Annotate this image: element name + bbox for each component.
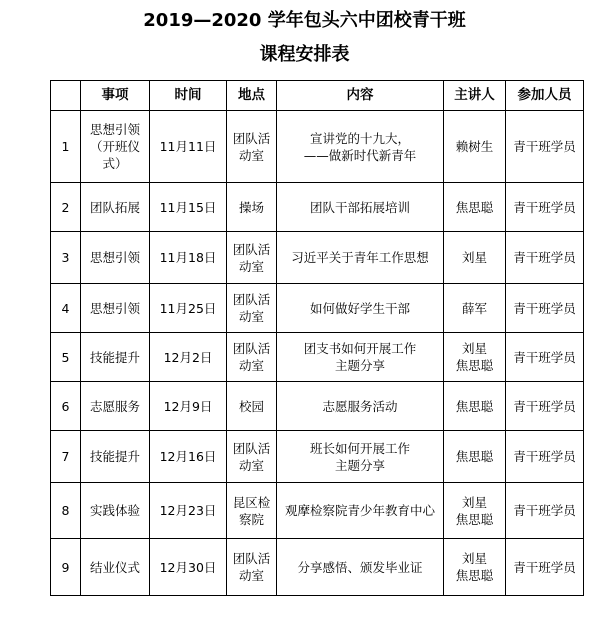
schedule-body (51, 111, 584, 596)
participants-cell: 青干班学员 (506, 111, 584, 183)
header-content: 内容 (277, 81, 444, 111)
speaker-cell-line: 焦思聪 (455, 511, 494, 527)
item-cell: 团队拓展 (81, 183, 150, 232)
content-cell (277, 284, 444, 333)
table-row (51, 431, 584, 483)
content-cell-line: 志愿服务活动 (322, 398, 398, 414)
item-cell: 志愿服务 (81, 382, 150, 431)
header-item: 事项 (81, 81, 150, 111)
place-cell: 团队活动室 (227, 333, 277, 382)
place-cell: 操场 (227, 183, 277, 232)
speaker-cell-line: 薛军 (461, 300, 487, 316)
table-row (51, 111, 584, 183)
table-row (51, 483, 584, 539)
speaker-cell-line: 刘星 (461, 494, 487, 510)
header-row (51, 81, 584, 111)
speaker-cell (444, 232, 506, 284)
speaker-cell-line: 焦思聪 (455, 199, 494, 215)
content-cell (277, 431, 444, 483)
participants-cell: 青干班学员 (506, 232, 584, 284)
participants-cell: 青干班学员 (506, 483, 584, 539)
speaker-cell (444, 539, 506, 596)
time-cell: 12月16日 (150, 431, 227, 483)
participants-cell: 青干班学员 (506, 539, 584, 596)
content-cell (277, 382, 444, 431)
speaker-cell (444, 483, 506, 539)
speaker-cell-line: 刘星 (461, 341, 487, 356)
place-cell: 团队活动室 (227, 284, 277, 333)
speaker-cell-line: 焦思聪 (455, 449, 494, 464)
speaker-cell-line: 焦思聪 (455, 398, 494, 414)
speaker-cell (444, 183, 506, 232)
time-cell: 12月23日 (150, 483, 227, 539)
content-cell (277, 539, 444, 596)
speaker-cell-line: 刘星 (461, 250, 487, 265)
speaker-cell-line: 刘星 (461, 551, 487, 566)
content-cell (277, 183, 444, 232)
content-cell-line: 宣讲党的十九大， (309, 130, 410, 146)
time-cell: 12月30日 (150, 539, 227, 596)
document-title: 2019—2020 学年包头六中团校青干班 (143, 10, 466, 31)
header-participants: 参加人员 (506, 81, 584, 111)
participants-cell: 青干班学员 (506, 333, 584, 382)
speaker-cell (444, 284, 506, 333)
speaker-cell (444, 333, 506, 382)
content-cell-line: 分享感悟、颁发毕业证 (297, 559, 423, 575)
item-cell: 思想引领 (81, 284, 150, 333)
item-cell: 思想引领（开班仪式） (81, 111, 150, 183)
participants-cell: 青干班学员 (506, 431, 584, 483)
participants-cell: 青干班学员 (506, 382, 584, 431)
content-cell (277, 232, 444, 284)
content-cell-line: 团队干部拓展培训 (309, 199, 410, 215)
speaker-cell-line: 赖树生 (455, 139, 494, 154)
speaker-cell-line: 焦思聪 (455, 568, 494, 583)
place-cell: 团队活动室 (227, 111, 277, 183)
row-index: 6 (51, 382, 81, 431)
header-index (51, 81, 81, 111)
row-index: 1 (51, 111, 81, 183)
row-index: 3 (51, 232, 81, 284)
row-index: 5 (51, 333, 81, 382)
content-cell-line: 主题分享 (334, 457, 385, 473)
table-row (51, 382, 584, 431)
content-cell-line: ——做新时代新青年 (303, 147, 417, 163)
table-row (51, 333, 584, 382)
table-row (51, 232, 584, 284)
content-cell-line: 如何做好学生干部 (309, 300, 410, 316)
item-cell: 技能提升 (81, 431, 150, 483)
speaker-cell (444, 111, 506, 183)
item-cell: 技能提升 (81, 333, 150, 382)
time-cell: 11月25日 (150, 284, 227, 333)
content-cell-line: 主题分享 (334, 358, 385, 373)
table-row (51, 539, 584, 596)
time-cell: 11月11日 (150, 111, 227, 183)
content-cell-line: 观摩检察院青少年教育中心 (284, 503, 435, 518)
participants-cell: 青干班学员 (506, 183, 584, 232)
content-cell (277, 333, 444, 382)
time-cell: 12月9日 (150, 382, 227, 431)
row-index: 4 (51, 284, 81, 333)
speaker-cell-line: 焦思聪 (455, 358, 494, 373)
header-time: 时间 (150, 81, 227, 111)
time-cell: 11月18日 (150, 232, 227, 284)
content-cell-line: 班长如何开展工作 (309, 440, 410, 456)
item-cell: 结业仪式 (81, 539, 150, 596)
participants-cell: 青干班学员 (506, 284, 584, 333)
speaker-cell (444, 382, 506, 431)
place-cell: 团队活动室 (227, 539, 277, 596)
place-cell: 团队活动室 (227, 232, 277, 284)
row-index: 7 (51, 431, 81, 483)
document-subtitle: 课程安排表 (259, 44, 350, 65)
header-speaker: 主讲人 (444, 81, 506, 111)
place-cell: 校园 (227, 382, 277, 431)
place-cell: 昆区检察院 (227, 483, 277, 539)
item-cell: 实践体验 (81, 483, 150, 539)
content-cell-line: 习近平关于青年工作思想 (291, 250, 429, 265)
time-cell: 11月15日 (150, 183, 227, 232)
content-cell (277, 111, 444, 183)
item-cell: 思想引领 (81, 232, 150, 284)
table-row (51, 284, 584, 333)
row-index: 9 (51, 539, 81, 596)
row-index: 8 (51, 483, 81, 539)
time-cell: 12月2日 (150, 333, 227, 382)
row-index: 2 (51, 183, 81, 232)
table-row (51, 183, 584, 232)
place-cell: 团队活动室 (227, 431, 277, 483)
speaker-cell (444, 431, 506, 483)
content-cell (277, 483, 444, 539)
content-cell-line: 团支书如何开展工作 (303, 341, 417, 356)
schedule-table (50, 80, 584, 596)
header-place: 地点 (227, 81, 277, 111)
